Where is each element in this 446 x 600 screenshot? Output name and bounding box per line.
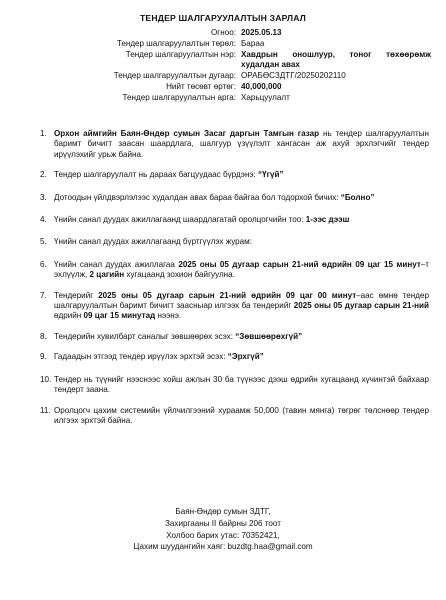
list-item-text xyxy=(54,215,429,225)
meta-value: Хавдрын оношлуур, тоног төхөөрөмж худалдан авах xyxy=(241,50,431,69)
body-text: Тендерийг xyxy=(54,290,99,300)
footer-phone: Холбоо барих утас: 70352421, xyxy=(166,530,280,540)
meta-label: Огноо: xyxy=(211,28,236,37)
meta-label: Тендер шалгаруулалтын арга: xyxy=(122,93,236,102)
meta-label: Нийт төсөвт өртөг: xyxy=(166,82,236,91)
list-item-number: 8. xyxy=(40,331,47,341)
list-item-text xyxy=(54,260,429,281)
meta-row-name xyxy=(0,50,446,71)
list-item xyxy=(40,374,429,396)
emphasis-text: “Зөвшөөрөхгүй” xyxy=(235,331,303,341)
list-item-text xyxy=(54,129,429,160)
meta-value: ОРАБӨСЗДТГ/20250202110 xyxy=(241,71,346,80)
list-item xyxy=(40,170,429,180)
footer-address: Захиргааны II байрны 206 тоот xyxy=(165,518,281,528)
body-text: нь тендер шалгаруулалтын баримт бичигт заасан шаардлага, шалгуур үзүүлэлт хангасан аж ахуй эрхлэгчийг тендер ирүүлэхийг урьж байна. xyxy=(54,129,429,159)
list-item xyxy=(40,259,430,281)
list-item xyxy=(40,129,429,160)
meta-label: Тендер шалгаруулалтын нэр: xyxy=(125,50,236,59)
meta-row-number xyxy=(0,71,446,82)
list-item-text xyxy=(54,352,429,362)
emphasis-text: 1-ээс дээш xyxy=(305,215,350,225)
meta-value: Бараа xyxy=(241,39,265,48)
list-item-text xyxy=(54,406,429,427)
body-text: Тендер нь түүнийг нээснээс хойш ажлын 30 ба түүнээс дээш өдрийн хугацаанд хүчинтэй байхаар тендерт заана. xyxy=(54,374,429,395)
body-text: –т эхлүүлж, xyxy=(54,259,430,280)
emphasis-text: “Болно” xyxy=(340,192,375,202)
emphasis-text: 2025 оны 05 дугаар сарын 21-ний xyxy=(293,301,430,311)
list-item xyxy=(40,215,429,225)
list-item xyxy=(40,352,429,362)
meta-row-method xyxy=(0,93,446,104)
list-item-number: 1. xyxy=(40,129,47,138)
list-item-text xyxy=(54,375,429,396)
body-text: Тендерийн хувилбарт саналыг зөвшөөрөх эсэх: xyxy=(54,331,236,341)
list-item xyxy=(40,237,429,247)
meta-value: 40,000,000 xyxy=(241,82,282,91)
list-item-text xyxy=(54,332,429,342)
meta-label: Тендер шалгаруулалтын дугаар: xyxy=(113,71,236,80)
list-item-number: 5. xyxy=(40,237,47,247)
list-item-text xyxy=(54,170,429,180)
list-item-number: 9. xyxy=(40,352,47,362)
list-item-number: 3. xyxy=(40,192,47,202)
notice-title: ТЕНДЕР ШАЛГАРУУЛАЛТЫН ЗАРЛАЛ xyxy=(139,13,307,23)
emphasis-text: “Эрхгүй” xyxy=(227,352,264,362)
emphasis-text: 2025 оны 05 дугаар сарын 21-ний өдрийн 09 цаг 15 минут xyxy=(178,259,421,269)
list-item-number: 7. xyxy=(40,290,47,300)
body-text: Үнийн санал дуудах ажиллагаанд бүртгүүлэх журам: xyxy=(54,237,252,247)
list-item-text xyxy=(54,193,429,203)
body-text: нээнэ. xyxy=(155,311,182,321)
list-item-text xyxy=(54,291,429,322)
meta-row-type xyxy=(0,39,446,50)
body-text: –аас өмнө тендер шалгаруулалтын баримт бичигт заасныар илгээх ба тендерийг xyxy=(54,290,429,311)
meta-label: Тендер шалгаруулалтын төрөл: xyxy=(116,39,236,48)
emphasis-text: 2025 оны 05 дугаар сарын 21-ний өдрийн 09 цаг 00 минут xyxy=(98,290,357,300)
meta-row-budget xyxy=(0,82,446,93)
list-item xyxy=(40,192,429,203)
meta-value: 2025.05.13 xyxy=(241,28,282,37)
notice-footer xyxy=(0,506,446,553)
meta-value: Харьцуулалт xyxy=(241,93,290,102)
body-text: Оролцогч цахим системийн үйлчилгээний хураамж 50,000 (тавин мянга) төгрөг төлснөөр тендер илгээх эрхтэй байна. xyxy=(54,405,429,425)
emphasis-text: 2 цагийн xyxy=(89,270,125,280)
list-item-number: 10. xyxy=(40,374,52,384)
body-text: Гадаадын этгээд тендер ирүүлэх эрхтэй эсэх: xyxy=(54,352,228,362)
list-item xyxy=(40,405,429,427)
body-text: Үнийн санал дуудах ажиллагаа xyxy=(54,259,179,269)
list-item xyxy=(40,331,429,342)
emphasis-text: Орхон аймгийн Баян-Өндөр сумын Засаг даргын Тамгын газар xyxy=(54,129,320,138)
list-item-text xyxy=(54,237,429,247)
body-text: Дотоодын үйлдвэрлэлээс худалдан авах бараа байгаа бол тодорхой бичих: xyxy=(54,192,341,202)
body-text: Үнийн санал дуудах ажиллагаанд шаардлагатай оролцогчийн тоо: xyxy=(54,215,306,225)
list-item-number: 2. xyxy=(40,170,47,180)
list-item-number: 4. xyxy=(40,215,47,225)
list-item-number: 6. xyxy=(40,259,47,269)
footer-email: Цахим шуудангийн хаяг: buzdtg.haa@gmail.com xyxy=(133,542,313,552)
footer-org: Баян-Өндөр сумын ЗДТГ, xyxy=(175,507,271,516)
notice-meta xyxy=(0,28,446,104)
list-item-number: 11. xyxy=(40,405,51,415)
list-item xyxy=(40,290,430,322)
emphasis-text: “Үгүй” xyxy=(258,170,284,180)
body-text: Тендер шалгаруулалт нь дараах багцуудаас бүрдэнэ: xyxy=(54,170,259,180)
notice-list xyxy=(40,129,430,426)
emphasis-text: 09 цаг 15 минутад xyxy=(83,311,156,321)
meta-row-date xyxy=(0,28,446,39)
body-text: хугацаанд зохион байгуулна. xyxy=(124,270,235,280)
body-text: өдрийн xyxy=(54,311,84,321)
